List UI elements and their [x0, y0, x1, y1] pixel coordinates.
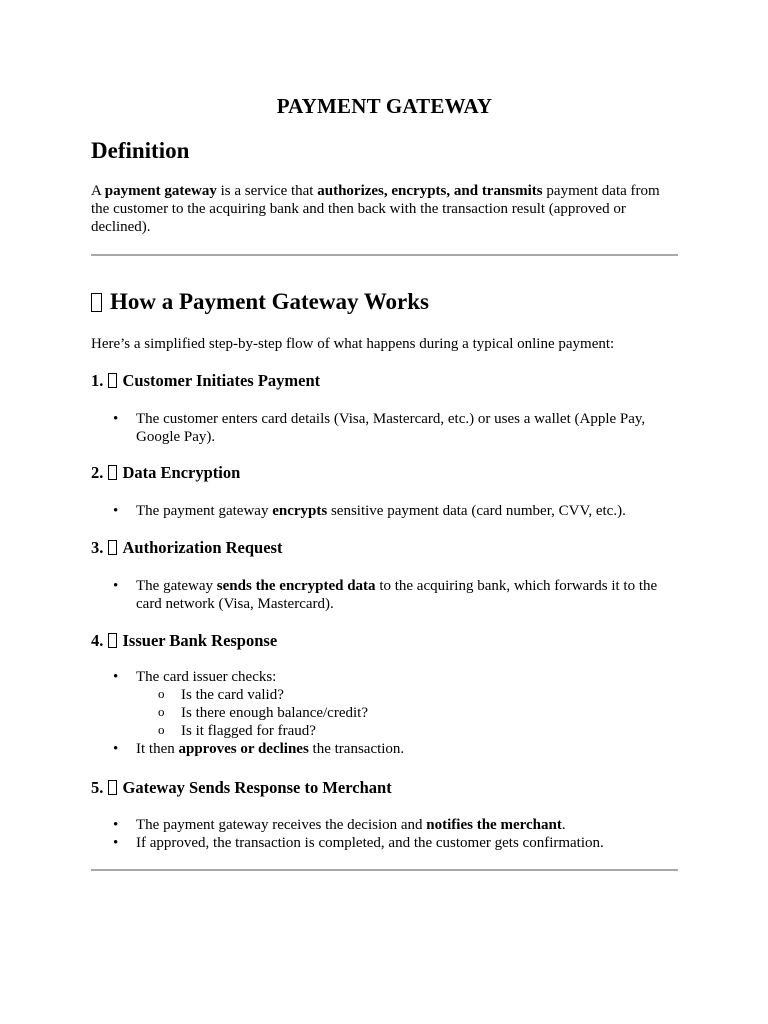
step-5-list: [91, 816, 678, 852]
step-5-heading: 5. Gateway Sends Response to Merchant: [91, 778, 392, 797]
step-1-list: [91, 410, 678, 446]
list-item: • If approved, the transaction is completed, and the customer gets confirmation.: [91, 834, 678, 852]
horizontal-divider: [91, 254, 678, 256]
list-item: • The card issuer checks: o Is the card valid? o Is there enough balance/credit? o Is it flagged for fraud?: [91, 668, 678, 740]
list-item: • The payment gateway encrypts sensitive payment data (card number, CVV, etc.).: [91, 502, 678, 520]
how-it-works-intro: Here’s a simplified step-by-step flow of what happens during a typical online payment:: [91, 336, 615, 352]
sub-list-item: o Is it flagged for fraud?: [91, 722, 678, 740]
missing-glyph-icon: [108, 780, 117, 795]
sub-list-item: o Is the card valid?: [91, 686, 678, 704]
step-1-heading: 1. Customer Initiates Payment: [91, 371, 321, 390]
step-2-heading: 2. Data Encryption: [91, 463, 241, 482]
step-3-heading: 3. Authorization Request: [91, 538, 283, 557]
missing-glyph-icon: [91, 293, 102, 312]
list-item: • It then approves or declines the transaction.: [91, 740, 678, 758]
missing-glyph-icon: [108, 465, 117, 480]
definition-heading: Definition: [91, 138, 190, 163]
step-4-list: [91, 668, 678, 758]
sub-list-item: o Is there enough balance/credit?: [91, 704, 678, 722]
missing-glyph-icon: [108, 540, 117, 555]
how-it-works-heading: How a Payment Gateway Works: [91, 289, 429, 315]
list-item: • The gateway sends the encrypted data to the acquiring bank, which forwards it to the card network (Visa, Mastercard).: [91, 577, 678, 613]
step-3-list: [91, 577, 678, 613]
step-4-heading: 4. Issuer Bank Response: [91, 631, 278, 650]
step-2-list: [91, 502, 678, 520]
missing-glyph-icon: [108, 633, 117, 648]
missing-glyph-icon: [108, 373, 117, 388]
document-title: PAYMENT GATEWAY: [276, 94, 493, 118]
list-item: • The payment gateway receives the decision and notifies the merchant.: [91, 816, 678, 834]
definition-paragraph: A payment gateway is a service that authorizes, encrypts, and transmits payment data from the customer to the acquiring bank and then back with the transaction result (approved or declined).: [91, 183, 660, 235]
horizontal-divider: [91, 869, 678, 871]
sub-list: [136, 686, 678, 740]
list-item: • The customer enters card details (Visa, Mastercard, etc.) or uses a wallet (Apple Pay, Google Pay).: [91, 410, 678, 446]
